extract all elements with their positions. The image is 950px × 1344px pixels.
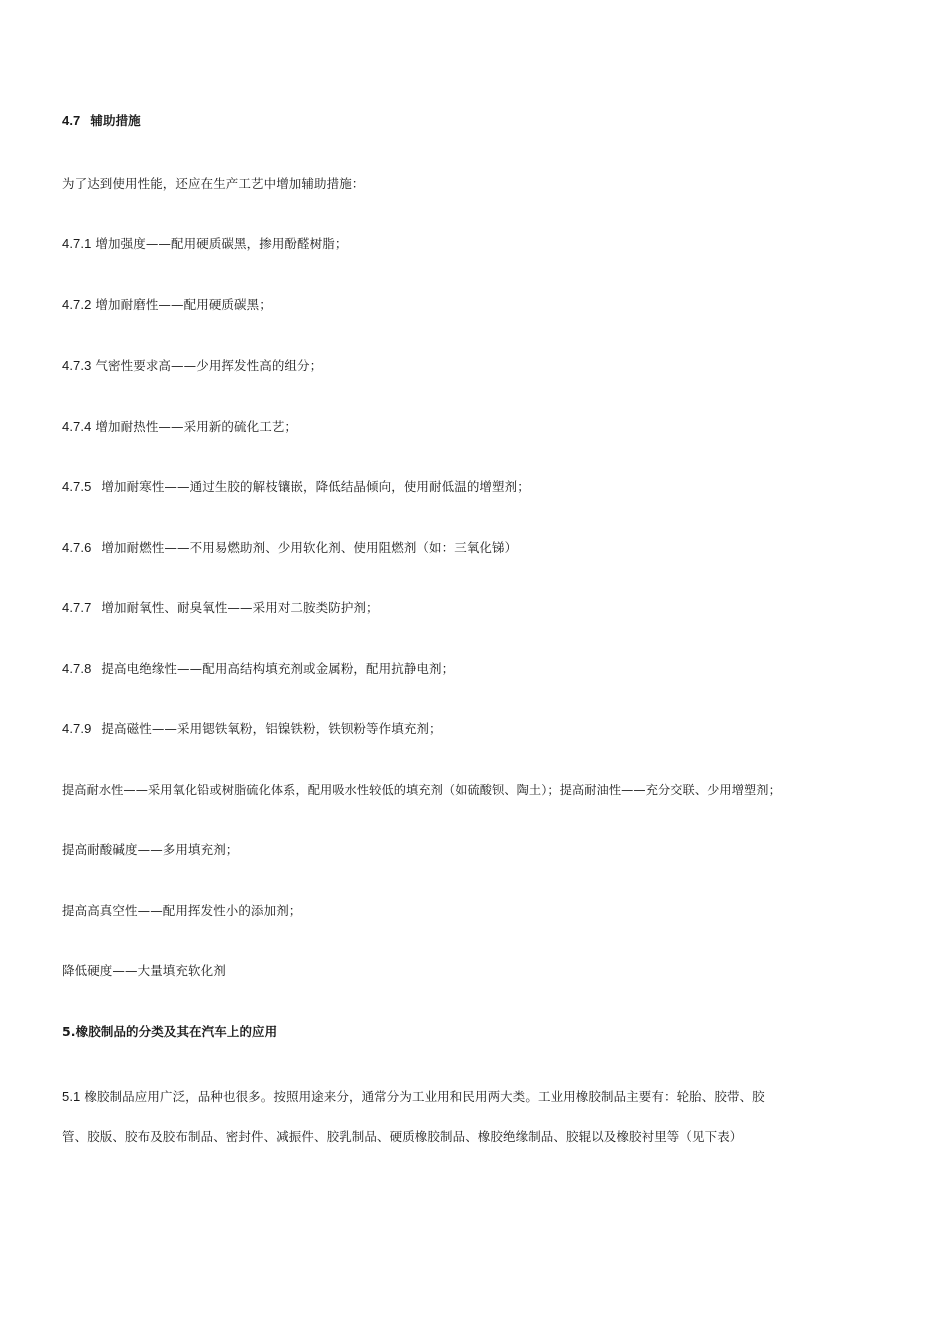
- extra-item: 提高耐酸碱度——多用填充剂；: [62, 842, 239, 857]
- list-item: [62, 600, 379, 616]
- item-number: 4.7.1: [62, 236, 92, 251]
- list-item: [62, 661, 454, 677]
- item-number: 4.7.2: [62, 297, 92, 312]
- extra-item: 提高高真空性——配用挥发性小的添加剂；: [62, 903, 302, 918]
- item-text: 增加耐磨性——配用硬质碳黑；: [95, 297, 272, 312]
- list-item: [62, 721, 442, 737]
- item-text: 增加耐热性——采用新的硫化工艺；: [95, 419, 298, 434]
- item-number: 4.7.3: [62, 358, 92, 373]
- item-number: 4.7.6: [62, 540, 92, 555]
- item-number: 4.7.7: [62, 600, 92, 615]
- item-text: 增加耐氧性、耐臭氧性——采用对二胺类防护剂；: [101, 600, 379, 615]
- item-text: 增加强度——配用硬质碳黑，掺用酚醛树脂；: [95, 236, 348, 251]
- paragraph-number: 5.1: [62, 1089, 81, 1104]
- section-number: 4.7: [62, 113, 81, 128]
- item-text: 提高磁性——采用锶铁氧粉，铝镍铁粉，铁钡粉等作填充剂；: [101, 721, 442, 736]
- list-item: [62, 419, 297, 435]
- section-title: 辅助措施: [90, 113, 141, 128]
- item-number: 4.7.9: [62, 721, 92, 736]
- item-number: 4.7.8: [62, 661, 92, 676]
- extra-item: 降低硬度——大量填充软化剂: [62, 963, 226, 978]
- list-item: [62, 358, 322, 374]
- paragraph-text: 橡胶制品应用广泛，品种也很多。按照用途来分，通常分为工业用和民用两大类。工业用橡胶制品主要有：轮胎、胶带、胶: [84, 1089, 765, 1104]
- item-number: 4.7.5: [62, 479, 92, 494]
- list-item: [62, 297, 272, 313]
- section-4-7-heading: [62, 113, 141, 129]
- extra-item: 提高耐水性——采用氧化铅或树脂硫化体系，配用吸水性较低的填充剂（如硫酸钡、陶土）；提高耐油性——充分交联、少用增塑剂；: [62, 783, 781, 797]
- item-text: 提高电绝缘性——配用高结构填充剂或金属粉，配用抗静电剂；: [101, 661, 455, 676]
- item-number: 4.7.4: [62, 419, 92, 434]
- paragraph-line: 管、胶版、胶布及胶布制品、密封件、减振件、胶乳制品、硬质橡胶制品、橡胶绝缘制品、胶辊以及橡胶衬里等（见下表）: [62, 1129, 743, 1144]
- item-text: 增加耐寒性——通过生胶的解枝镶嵌，降低结晶倾向，使用耐低温的增塑剂；: [101, 479, 530, 494]
- section-5-heading: 5.橡胶制品的分类及其在汽车上的应用: [62, 1024, 278, 1039]
- item-text: 增加耐燃性——不用易燃助剂、少用软化剂、使用阻燃剂（如：三氧化锑）: [101, 540, 518, 555]
- list-item: [62, 236, 347, 252]
- list-item: [62, 479, 530, 495]
- list-item: [62, 540, 517, 556]
- intro-paragraph: 为了达到使用性能，还应在生产工艺中增加辅助措施：: [62, 176, 365, 191]
- item-text: 气密性要求高——少用挥发性高的组分；: [95, 358, 323, 373]
- paragraph-line: [62, 1089, 765, 1105]
